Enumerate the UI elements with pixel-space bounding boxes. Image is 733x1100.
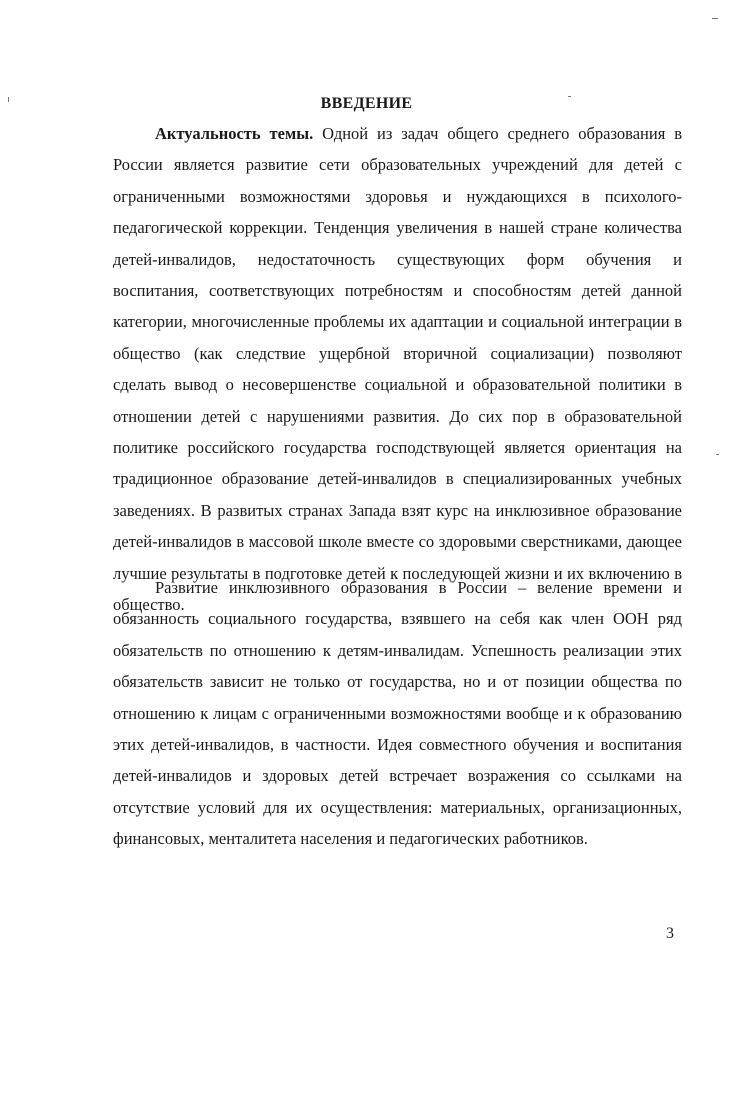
page-title: ВВЕДЕНИЕ	[320, 95, 413, 112]
paragraph-inclusive-education: Развитие инклюзивного образования в России – веление времени и обязанность социального государства, взявшего на себя как член ООН ряд обязательств по отношению к детям-инвалидам. Успешность реализации этих обязательств зависит не только от государства, но и от позиции общества по отношению к лицам с ограниченными возможностями вообще и к образованию этих детей-инвалидов, в частности. Идея совместного обучения и воспитания детей-инвалидов и здоровых детей встречает возражения со ссылками на отсутствие условий для их осуществления: материальных, организационных, финансовых, менталитета населения и педагогических работников.	[113, 578, 682, 849]
paragraph-relevance	[113, 118, 682, 621]
scan-speck	[716, 454, 719, 455]
scan-speck	[712, 18, 718, 19]
paragraph-body: Одной из задач общего среднего образования в России является развитие сети образовательных учреждений для детей с ограниченными возможностями здоровья и нуждающихся в психолого-педагогической коррекции. Тенденция увеличения в нашей стране количества детей-инвалидов, недостаточность существующих форм обучения и воспитания, соответствующих потребностям и способностям детей данной категории, многочисленные проблемы их адаптации и социальной интеграции в общество (как следствие ущербной вторичной социализации) позволяют сделать вывод о несовершенстве социальной и образовательной политики в отношении детей с нарушениями развития. До сих пор в образовательной политике российского государства господствующей является ориентация на традиционное образование детей-инвалидов в специализированных учебных заведениях. В развитых странах Запада взят курс на инклюзивное образование детей-инвалидов в массовой школе вместе со здоровыми сверстниками, дающее лучшие результаты в подготовке детей к последующей жизни и их включению в общество.	[113, 124, 682, 615]
paragraph-lead: Актуальность темы.	[155, 124, 314, 143]
page-number: 3	[666, 925, 674, 942]
